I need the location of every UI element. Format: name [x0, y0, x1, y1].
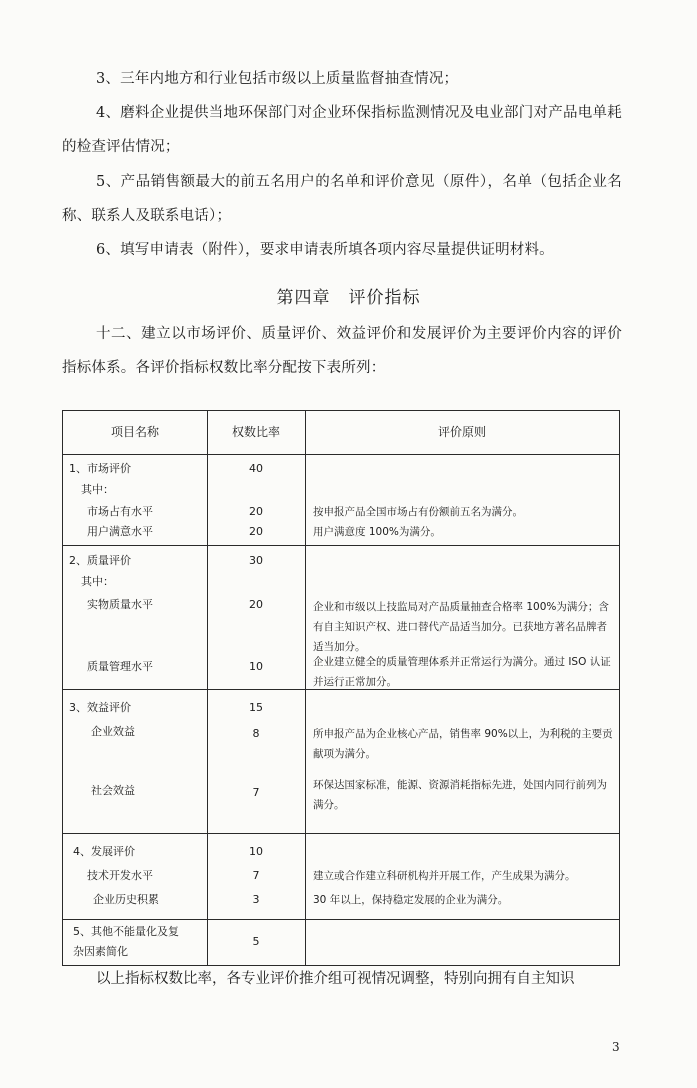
page-number: 3	[612, 1040, 620, 1054]
development-r1: 建立或合作建立科研机构并开展工作，产生成果为满分。	[313, 870, 576, 882]
benefit-weight: 15	[249, 701, 263, 714]
other-title-line1: 5、其他不能量化及复	[73, 925, 179, 938]
header-principle: 评价原则	[437, 425, 486, 439]
development-weight: 10	[249, 845, 263, 858]
benefit-item2: 社会效益	[91, 784, 135, 797]
benefit-w2: 7	[252, 786, 260, 799]
paragraph-article-12: 十二、建立以市场评价、质量评价、效益评价和发展评价为主要评价内容的评价指标体系。各评价指标权数比率分配按下表所列：	[62, 326, 622, 376]
development-item1: 技术开发水平	[87, 869, 153, 882]
market-item2: 用户满意水平	[87, 525, 153, 538]
benefit-w1: 8	[252, 727, 260, 740]
development-r2: 30 年以上，保持稳定发展的企业为满分。	[313, 894, 509, 906]
table-header-row	[62, 410, 620, 455]
other-weight: 5	[252, 935, 260, 948]
quality-weight: 30	[249, 554, 263, 567]
market-weight: 40	[249, 462, 263, 475]
quality-w2: 10	[249, 660, 263, 673]
quality-r1: 企业和市级以上技监局对产品质量抽查合格率 100%为满分；含有自主知识产权、进口替代产品适当加分。已获地方著名品牌者适当加分。	[313, 601, 609, 653]
paragraph-item-6: 6、填写申请表（附件），要求申请表所填各项内容尽量提供证明材料。	[96, 242, 554, 258]
quality-title: 2、质量评价	[69, 554, 131, 567]
benefit-r2: 环保达国家标准，能源、资源消耗指标先进，处国内同行前列为满分。	[313, 779, 607, 811]
quality-item1: 实物质量水平	[87, 598, 153, 611]
market-sub: 其中：	[81, 483, 114, 496]
market-r2: 用户满意度 100%为满分。	[313, 526, 441, 538]
table-row-other	[62, 919, 620, 966]
market-w1: 20	[249, 505, 263, 518]
development-w2: 3	[252, 893, 260, 906]
chapter-title: 第四章 评价指标	[276, 288, 421, 308]
benefit-r1: 所申报产品为企业核心产品，销售率 90%以上，为利税的主要贡献项为满分。	[313, 728, 613, 760]
benefit-item1: 企业效益	[91, 725, 135, 738]
table-row-quality	[62, 545, 620, 690]
table-row-market	[62, 454, 620, 546]
table-row-development	[62, 833, 620, 920]
quality-sub: 其中：	[81, 575, 114, 588]
market-w2: 20	[249, 525, 263, 538]
header-weight: 权数比率	[231, 425, 280, 439]
paragraph-item-3: 3、三年内地方和行业包括市级以上质量监督抽查情况；	[96, 71, 459, 87]
table-row-benefit	[62, 689, 620, 834]
quality-w1: 20	[249, 598, 263, 611]
development-title: 4、发展评价	[73, 845, 135, 858]
quality-item2: 质量管理水平	[87, 660, 153, 673]
market-r1: 按申报产品全国市场占有份额前五名为满分。	[313, 506, 523, 518]
market-title: 1、市场评价	[69, 462, 131, 475]
development-w1: 7	[252, 869, 260, 882]
development-item2: 企业历史积累	[93, 893, 159, 906]
paragraph-item-4: 4、磨料企业提供当地环保部门对企业环保指标监测情况及电业部门对产品电单耗的检查评估情况；	[62, 105, 622, 155]
other-title-line2: 杂因素简化	[73, 945, 128, 958]
quality-r2: 企业建立健全的质量管理体系并正常运行为满分。通过 ISO 认证并运行正常加分。	[313, 656, 611, 688]
paragraph-after-table: 以上指标权数比率，各专业评价推介组可视情况调整，特别向拥有自主知识	[96, 971, 575, 987]
market-item1: 市场占有水平	[87, 505, 153, 518]
benefit-title: 3、效益评价	[69, 701, 131, 714]
paragraph-item-5: 5、产品销售额最大的前五名用户的名单和评价意见（原件），名单（包括企业名称、联系人及联系电话）；	[62, 174, 622, 224]
header-item-name: 项目名称	[110, 425, 159, 439]
